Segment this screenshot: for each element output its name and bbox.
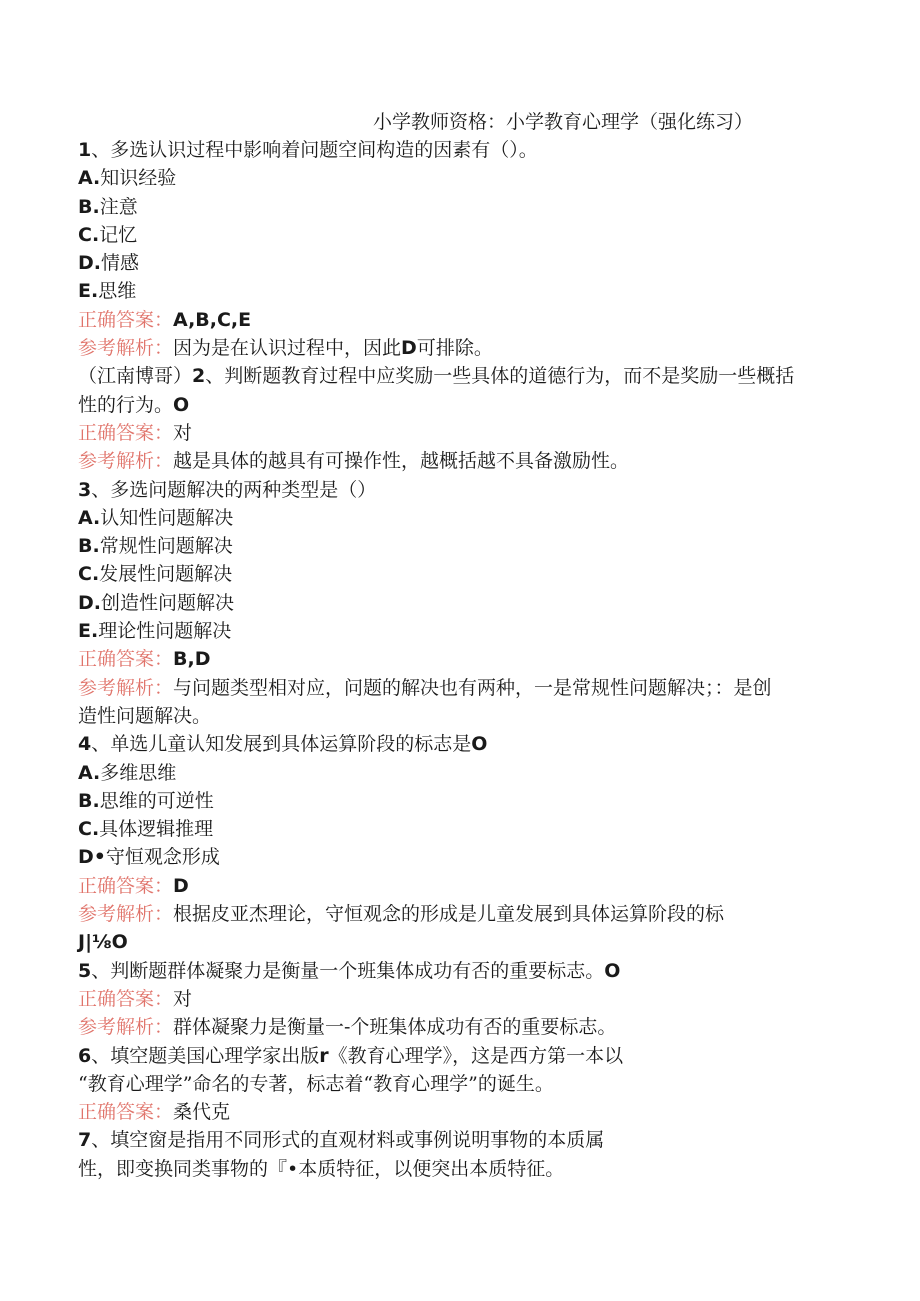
q6-stem-text: 、填空题美国心理学家出版 bbox=[91, 1044, 320, 1067]
q7-stem-text: 、填空窗是指用不同形式的直观材料或事例说明事物的本质属 bbox=[91, 1129, 605, 1152]
option-letter: C. bbox=[78, 223, 100, 246]
option-text: 记忆 bbox=[99, 223, 138, 246]
option-text: 思维的可逆性 bbox=[99, 789, 214, 812]
analysis-text: 群体凝聚力是衡量一-个班集体成功有否的重要标志。 bbox=[173, 1016, 617, 1039]
option-text: 思维 bbox=[98, 280, 137, 303]
option-letter: C. bbox=[78, 563, 100, 586]
analysis-text: 造性问题解决。 bbox=[78, 704, 212, 727]
q2-stem-text: 、判断题教育过程中应奖励一些具体的道德行为，而不是奖励一些概括 bbox=[205, 365, 795, 388]
q7-stem-text: 性，即变换同类事物的『•本质特征，以便突出本质特征。 bbox=[78, 1157, 565, 1180]
q2-number: 2 bbox=[192, 365, 206, 388]
q2-prefix: （江南博哥） bbox=[78, 365, 193, 388]
q3-stem bbox=[78, 476, 848, 504]
q2-answer-value: 对 bbox=[173, 421, 193, 444]
option-letter: C. bbox=[78, 818, 100, 841]
option-letter: A. bbox=[78, 167, 101, 190]
option-letter: A. bbox=[78, 761, 101, 784]
q6-answer-value: 桑代克 bbox=[173, 1101, 231, 1124]
option-text: 情感 bbox=[101, 252, 140, 275]
q1-number: 1 bbox=[78, 139, 92, 161]
q4-stem-text: 、单选儿童认知发展到具体运算阶段的标志是 bbox=[91, 733, 472, 756]
q3-analysis-cont bbox=[78, 702, 848, 730]
q4-option-c bbox=[78, 815, 848, 843]
q2-blank: O bbox=[173, 393, 190, 416]
answer-label: 正确答案： bbox=[78, 1101, 174, 1124]
option-letter: E. bbox=[78, 620, 99, 643]
analysis-text: D bbox=[401, 337, 417, 360]
analysis-text: J|⅛O bbox=[78, 931, 128, 954]
q4-answer bbox=[78, 872, 848, 900]
q5-number: 5 bbox=[78, 959, 92, 982]
q2-stem-text: 性的行为。 bbox=[78, 393, 174, 416]
q3-option-d bbox=[78, 589, 848, 617]
q3-option-a bbox=[78, 504, 848, 532]
q6-stem-text: “教育心理学”命名的专著，标志着“教育心理学”的诞生。 bbox=[78, 1072, 554, 1095]
q1-stem bbox=[78, 136, 848, 164]
q3-stem-text: 、多选问题解决的两种类型是（） bbox=[91, 478, 377, 501]
q1-option-d bbox=[78, 249, 848, 277]
q4-analysis bbox=[78, 900, 848, 928]
analysis-label: 参考解析： bbox=[78, 903, 174, 926]
q5-answer bbox=[78, 985, 848, 1013]
q6-stem bbox=[78, 1042, 848, 1070]
analysis-label: 参考解析： bbox=[78, 450, 174, 473]
analysis-label: 参考解析： bbox=[78, 1016, 174, 1039]
answer-label: 正确答案： bbox=[78, 308, 174, 331]
q2-answer bbox=[78, 419, 848, 447]
q7-number: 7 bbox=[78, 1129, 92, 1152]
option-text: 多维思维 bbox=[100, 761, 177, 784]
answer-label: 正确答案： bbox=[78, 987, 174, 1010]
option-letter: A. bbox=[78, 506, 101, 529]
analysis-text: 与问题类型相对应，问题的解决也有两种，一是常规性问题解决；：是创 bbox=[173, 676, 772, 699]
q1-option-a bbox=[78, 164, 848, 192]
analysis-label: 参考解析： bbox=[78, 337, 174, 360]
q2-analysis bbox=[78, 447, 848, 475]
q6-stem-text: r bbox=[319, 1044, 329, 1067]
analysis-text: 越是具体的越具有可操作性，越概括越不具备激励性。 bbox=[173, 450, 630, 473]
q1-option-c bbox=[78, 221, 848, 249]
q4-analysis-cont bbox=[78, 928, 848, 956]
option-text: 理论性问题解决 bbox=[98, 620, 232, 643]
q1-stem-text: 、多选认识过程中影响着问题空间构造的因素有（）。 bbox=[91, 139, 538, 161]
option-text: 发展性问题解决 bbox=[99, 563, 233, 586]
q6-stem-cont bbox=[78, 1070, 848, 1098]
q3-answer bbox=[78, 645, 848, 673]
q6-stem-text: 《教育心理学》，这是西方第一本以 bbox=[328, 1044, 624, 1067]
q5-blank: O bbox=[604, 959, 621, 982]
q7-stem-cont bbox=[78, 1155, 848, 1183]
q1-analysis bbox=[78, 334, 848, 362]
option-letter: D. bbox=[78, 591, 101, 614]
analysis-text: 根据皮亚杰理论，守恒观念的形成是儿童发展到具体运算阶段的标 bbox=[173, 903, 725, 926]
option-text: 守恒观念形成 bbox=[105, 846, 220, 869]
q4-option-b bbox=[78, 787, 848, 815]
option-letter: B. bbox=[78, 789, 100, 812]
q4-number: 4 bbox=[78, 733, 92, 756]
q1-answer bbox=[78, 306, 848, 334]
option-text: 创造性问题解决 bbox=[101, 591, 235, 614]
q4-option-a bbox=[78, 759, 848, 787]
q5-stem-text: 、判断题群体凝聚力是衡量一个班集体成功有否的重要标志。 bbox=[91, 959, 605, 982]
q5-analysis bbox=[78, 1013, 848, 1041]
q7-stem bbox=[78, 1126, 848, 1154]
answer-label: 正确答案： bbox=[78, 874, 174, 897]
answer-label: 正确答案： bbox=[78, 421, 174, 444]
option-letter: E. bbox=[78, 280, 99, 303]
option-letter: D. bbox=[78, 252, 101, 275]
q3-option-b bbox=[78, 532, 848, 560]
answer-label: 正确答案： bbox=[78, 648, 174, 671]
q4-option-d bbox=[78, 843, 848, 871]
option-text: 注意 bbox=[99, 195, 138, 218]
option-letter: B. bbox=[78, 535, 100, 558]
q6-number: 6 bbox=[78, 1044, 92, 1067]
q1-option-b bbox=[78, 193, 848, 221]
q3-number: 3 bbox=[78, 478, 92, 501]
page-title: 小学教师资格：小学教育心理学（强化练习） bbox=[372, 111, 753, 133]
q1-answer-value: A,B,C,E bbox=[173, 308, 252, 331]
analysis-text: 可排除。 bbox=[416, 337, 493, 360]
option-letter: D• bbox=[78, 846, 106, 869]
option-text: 认知性问题解决 bbox=[100, 506, 234, 529]
q3-option-c bbox=[78, 560, 848, 588]
q3-analysis bbox=[78, 674, 848, 702]
q3-answer-value: B,D bbox=[173, 648, 211, 671]
option-text: 具体逻辑推理 bbox=[99, 818, 214, 841]
analysis-text: 因为是在认识过程中，因此 bbox=[173, 337, 402, 360]
q4-answer-value: D bbox=[173, 874, 189, 897]
q2-stem bbox=[78, 362, 848, 390]
q5-stem bbox=[78, 957, 848, 985]
q1-option-e bbox=[78, 277, 848, 305]
q4-stem bbox=[78, 730, 848, 758]
document-page bbox=[78, 108, 848, 1183]
q6-answer bbox=[78, 1098, 848, 1126]
option-text: 知识经验 bbox=[100, 167, 177, 190]
option-text: 常规性问题解决 bbox=[99, 535, 233, 558]
analysis-label: 参考解析： bbox=[78, 676, 174, 699]
q3-option-e bbox=[78, 617, 848, 645]
q4-blank: O bbox=[471, 733, 488, 756]
q2-stem-cont bbox=[78, 391, 848, 419]
option-letter: B. bbox=[78, 195, 100, 218]
q5-answer-value: 对 bbox=[173, 987, 193, 1010]
